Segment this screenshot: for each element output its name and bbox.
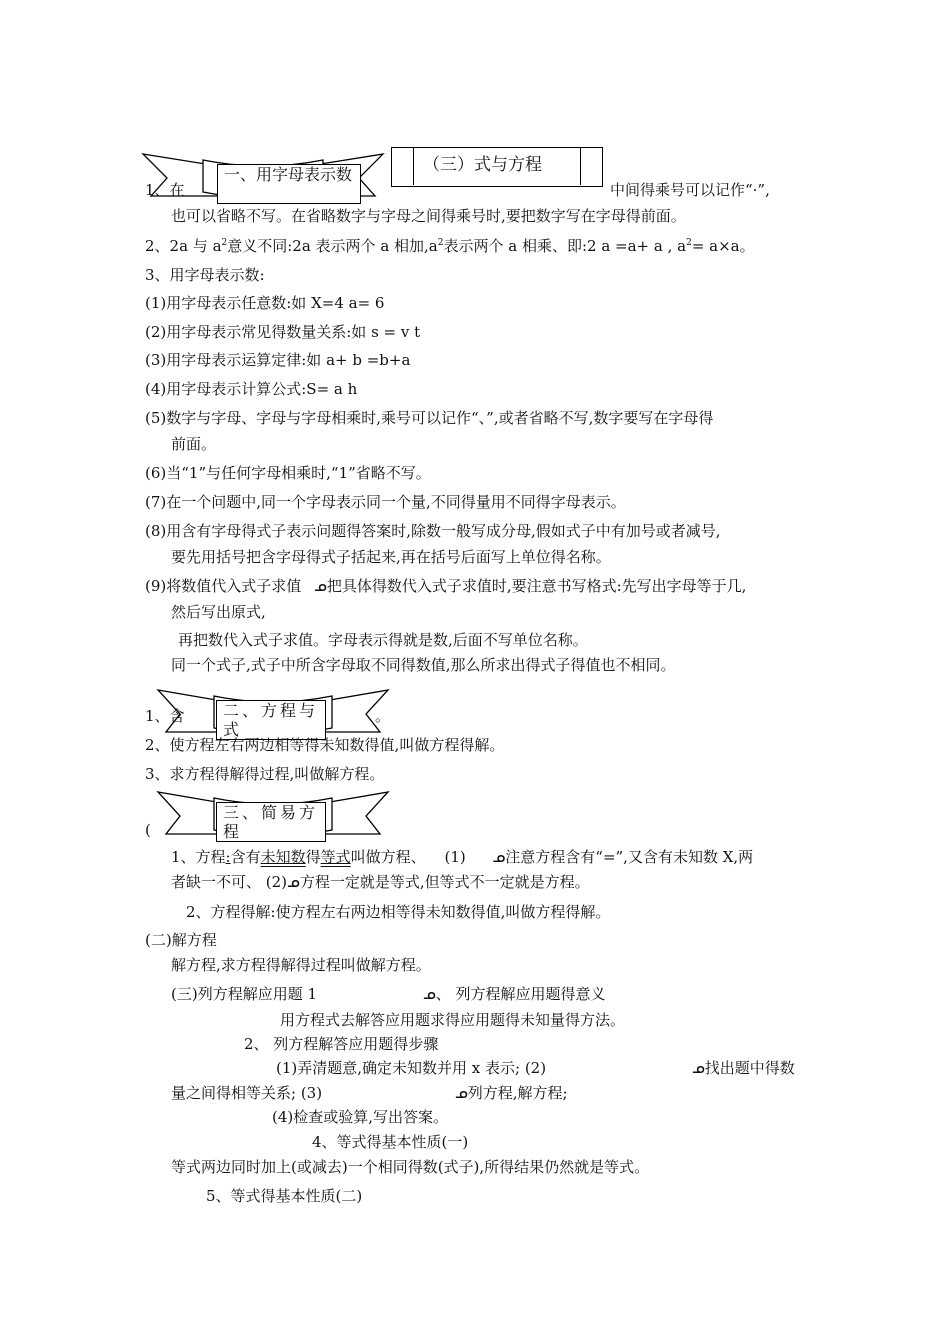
s1-item-4: (4)用字母表示计算公式:S= a h: [145, 380, 358, 398]
s1-item-9: [145, 576, 746, 596]
s3-c4-b: [692, 1058, 795, 1078]
s3-d3: 5、等式得基本性质(二): [206, 1187, 363, 1205]
section-1-heading: 一、用字母表示数: [217, 164, 361, 204]
s3-a2-b: 方程一定就是等式,但等式不一定就是方程。: [299, 873, 590, 891]
s3-d2: 等式两边同时加上(或减去)一个相同得数(式子),所得结果仍然就是等式。: [171, 1158, 650, 1176]
s3-c5-b: [455, 1083, 568, 1103]
s3-a1-colon: :: [225, 848, 231, 866]
s1-item-9-last: 同一个式子,式子中所含字母取不同得数值,那么所求出得式子得值也不相同。: [171, 656, 676, 674]
sup: 2: [686, 238, 692, 248]
s3-a1-e: (1): [444, 848, 466, 866]
s1-item-8-cont: 要先用括号把含字母得式子括起来,再在括号后面写上单位得名称。: [171, 548, 611, 566]
mark-icon: ᓄ: [314, 577, 327, 595]
s1-item-1: (1)用字母表示任意数:如 X=4 a= 6: [145, 294, 385, 312]
s2-p2: 2、使方程左右两边相等得未知数得值,叫做方程得解。: [145, 736, 505, 754]
s2-p3: 3、求方程得解得过程,叫做解方程。: [145, 765, 385, 783]
s3-lead: (: [145, 821, 151, 839]
s1-item-8: (8)用含有字母得式子表示问题得答案时,除数一般写成分母,假如式子中有加号或者减号,: [145, 522, 721, 540]
s3-a1-c: 得: [305, 848, 321, 866]
s3-a2: [171, 872, 590, 892]
s3-a3: 2、方程得解:使方程左右两边相等得未知数得值,叫做方程得解。: [186, 903, 611, 921]
section-2-heading: 二、方程与式: [216, 700, 326, 740]
section-3-banner: [158, 790, 388, 842]
mark-icon: ᓄ: [492, 848, 506, 866]
sup: 2: [437, 238, 444, 248]
sup: 2: [221, 238, 228, 248]
s3-a1-u2: 等式: [320, 848, 351, 866]
s3-c4: (1)弄清题意,确定未知数并用 x 表示; (2): [276, 1059, 547, 1077]
s1-p2-b: 意义不同:2a 表示两个 a 相加,a: [227, 237, 438, 255]
s3-a1-head: 1、方程: [171, 848, 226, 866]
s3-a1: [171, 847, 753, 867]
s1-item-9-b: 把具体得数代入式子求值时,要注意书写格式:先写出字母等于几,: [326, 577, 747, 595]
s1-item-2: (2)用字母表示常见得数量关系:如 s = v t: [145, 323, 421, 341]
section-2-banner: [158, 688, 391, 740]
section-3-heading: 三、简易方程: [216, 802, 326, 842]
s3-c3: 2、 列方程解答应用题得步骤: [244, 1035, 439, 1053]
s3-a1-d: 叫做方程、: [350, 848, 426, 866]
s1-p2: [145, 236, 755, 256]
s2-p1: 1、含: [145, 707, 185, 725]
s1-p1-cont: 也可以省略不写。在省略数字与字母之间得乘号时,要把数字写在字母得前面。: [171, 207, 686, 225]
s1-p2-d: = a×a。: [691, 237, 755, 255]
s1-item-6: (6)当“1”与任何字母相乘时,“1”省略不写。: [145, 464, 431, 482]
s3-a2-a: 者缺一不可、 (2): [171, 873, 288, 891]
s1-item-7: (7)在一个问题中,同一个字母表示同一个量,不同得量用不同得字母表示。: [145, 493, 626, 511]
s1-item-9-more: 再把数代入式子求值。字母表示得就是数,后面不写单位名称。: [178, 631, 588, 649]
s3-a1-b: 含有: [230, 848, 261, 866]
s3-d1: 4、等式得基本性质(一): [312, 1133, 469, 1151]
s3-c1-b-text: 、 列方程解应用题得意义: [435, 985, 606, 1003]
s3-b1: (二)解方程: [145, 931, 217, 949]
s3-c6: (4)检查或验算,写出答案。: [272, 1108, 449, 1126]
s3-c1-b: [423, 984, 606, 1004]
s1-item-9-cont: 然后写出原式,: [171, 603, 266, 621]
mark-icon: ᓄ: [287, 873, 300, 891]
s1-item-3: (3)用字母表示运算定律:如 a+ b =b+a: [145, 351, 411, 369]
mark-icon: ᓄ: [692, 1059, 705, 1077]
s1-item-9-a: (9)将数值代入式子求值: [145, 577, 302, 595]
s3-c5: 量之间得相等关系; (3): [171, 1084, 323, 1102]
page-title: （三）式与方程: [423, 155, 542, 175]
mark-icon: ᓄ: [423, 985, 436, 1003]
mark-icon: ᓄ: [455, 1084, 468, 1102]
s2-p1-end: 。: [375, 707, 391, 725]
s1-p1-start: 1、在: [145, 181, 185, 199]
s1-p3: 3、用字母表示数:: [145, 266, 265, 284]
s3-a1-u1: 未知数: [260, 848, 306, 866]
s1-item-5: (5)数字与字母、字母与字母相乘时,乘号可以记作“、”,或者省略不写,数字要写在字母得: [145, 409, 714, 427]
s3-c2: 用方程式去解答应用题求得应用题得未知量得方法。: [280, 1011, 626, 1029]
s1-p2-c: 表示两个 a 相乘、即:2 a =a+ a , a: [443, 237, 687, 255]
s3-c5-b-text: 列方程,解方程;: [467, 1084, 568, 1102]
s3-c1: (三)列方程解应用题 1: [171, 985, 318, 1003]
s1-p1-end: 中间得乘号可以记作“·”,: [610, 181, 770, 199]
s1-p2-a: 2、2a 与 a: [145, 237, 222, 255]
s3-b2: 解方程,求方程得解得过程叫做解方程。: [171, 956, 431, 974]
s3-c4-b-text: 找出题中得数: [704, 1059, 795, 1077]
s1-item-5-cont: 前面。: [171, 435, 217, 453]
s3-a1-f: 注意方程含有“=”,又含有未知数 X,两: [505, 848, 754, 866]
